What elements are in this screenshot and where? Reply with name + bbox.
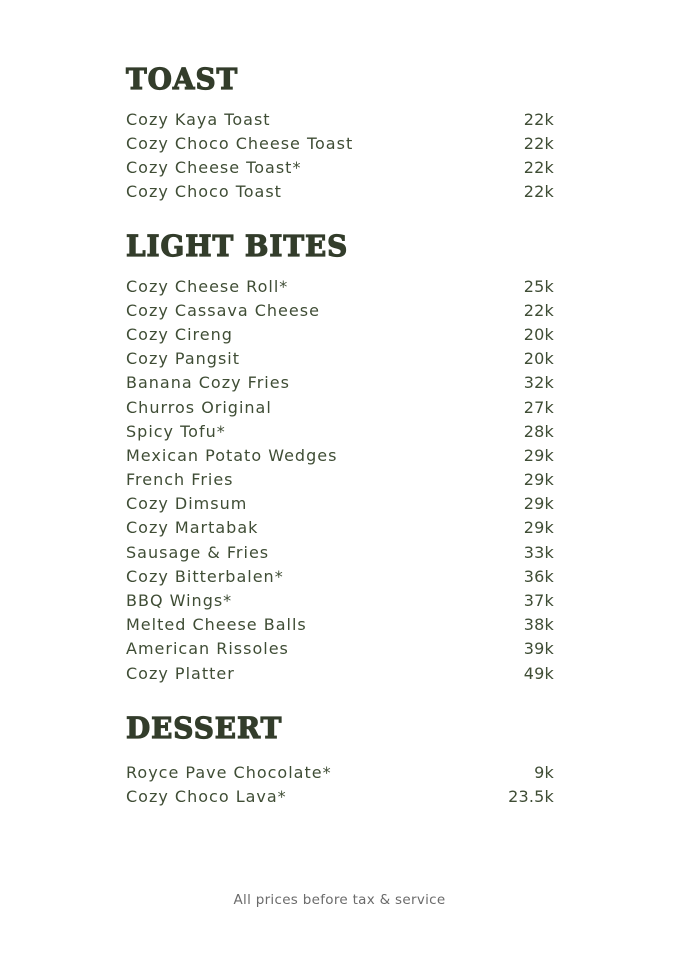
menu-item-name: BBQ Wings*: [126, 591, 233, 611]
menu-item: [126, 784, 554, 808]
menu-item-name: Cozy Platter: [126, 663, 235, 683]
menu-item-price: 39k: [523, 639, 554, 659]
menu-item: [126, 371, 554, 395]
menu-item: [126, 347, 554, 371]
menu-item: [126, 492, 554, 516]
menu-item-price: 49k: [523, 663, 554, 683]
menu-item-price: 36k: [523, 566, 554, 586]
menu-item-price: 32k: [523, 373, 554, 393]
menu-item-name: Cozy Cheese Roll*: [126, 276, 289, 296]
menu-item-name: Cozy Choco Lava*: [126, 786, 287, 806]
menu-item-price: 25k: [523, 276, 554, 296]
menu-item-name: American Rissoles: [126, 639, 289, 659]
section-toast: [126, 61, 554, 204]
menu-item: [126, 637, 554, 661]
menu-item-price: 22k: [523, 133, 554, 153]
menu-list-toast: [126, 107, 554, 204]
menu-item: [126, 131, 554, 155]
menu-item-name: Cozy Choco Cheese Toast: [126, 133, 354, 153]
section-light-bites: [126, 228, 554, 685]
footer-note: All prices before tax & service: [233, 892, 446, 908]
menu-item-name: Cozy Pangsit: [126, 349, 240, 369]
menu-item-name: Cozy Choco Toast: [126, 182, 282, 202]
menu-item-name: Cozy Cireng: [126, 324, 233, 344]
menu-item: [126, 540, 554, 564]
menu-item-price: 29k: [523, 494, 554, 514]
menu-item-price: 22k: [523, 109, 554, 129]
menu-item-price: 33k: [523, 542, 554, 562]
section-title-dessert: DESSERT: [126, 711, 283, 745]
menu-item: [126, 613, 554, 637]
menu-item-price: 23.5k: [508, 786, 554, 806]
menu-item-price: 22k: [523, 300, 554, 320]
menu-item: [126, 516, 554, 540]
menu-item-name: Cozy Dimsum: [126, 494, 248, 514]
menu-item: [126, 564, 554, 588]
menu-item: [126, 419, 554, 443]
menu-item-price: 28k: [523, 421, 554, 441]
menu-item-name: Cozy Cassava Cheese: [126, 300, 320, 320]
section-title-light-bites: LIGHT BITES: [126, 229, 349, 263]
menu-item-price: 20k: [523, 324, 554, 344]
menu-item-name: Melted Cheese Balls: [126, 615, 307, 635]
menu-item-price: 20k: [523, 349, 554, 369]
menu-item-name: Cozy Martabak: [126, 518, 259, 538]
menu-item-name: Sausage & Fries: [126, 542, 270, 562]
menu-item-name: Spicy Tofu*: [126, 421, 226, 441]
menu-item: [126, 107, 554, 131]
menu-item: [126, 468, 554, 492]
menu-item-price: 29k: [523, 470, 554, 490]
menu-item-name: Cozy Cheese Toast*: [126, 157, 302, 177]
menu-item: [126, 588, 554, 612]
menu-item: [126, 155, 554, 179]
menu-item: [126, 760, 554, 784]
menu-item-price: 22k: [523, 157, 554, 177]
menu-list-light-bites: [126, 274, 554, 685]
menu-item-price: 29k: [523, 518, 554, 538]
menu-item: [126, 443, 554, 467]
menu-item-name: Cozy Kaya Toast: [126, 109, 271, 129]
section-dessert: [126, 710, 554, 808]
menu-item: [126, 180, 554, 204]
menu-item: [126, 298, 554, 322]
menu-item-name: Royce Pave Chocolate*: [126, 762, 332, 782]
menu-item-price: 37k: [523, 591, 554, 611]
menu-item-name: Churros Original: [126, 397, 272, 417]
menu-item-price: 22k: [523, 182, 554, 202]
menu-item-name: Cozy Bitterbalen*: [126, 566, 284, 586]
menu-item-name: French Fries: [126, 470, 234, 490]
section-title-toast: TOAST: [126, 62, 239, 96]
menu-item-price: 9k: [534, 762, 554, 782]
menu-item-name: Banana Cozy Fries: [126, 373, 290, 393]
menu-list-dessert: [126, 760, 554, 808]
menu-item: [126, 274, 554, 298]
menu-item: [126, 322, 554, 346]
menu-item-price: 29k: [523, 445, 554, 465]
menu-item-price: 38k: [523, 615, 554, 635]
menu-item-price: 27k: [523, 397, 554, 417]
menu-item-name: Mexican Potato Wedges: [126, 445, 338, 465]
menu-item: [126, 661, 554, 685]
menu-item: [126, 395, 554, 419]
